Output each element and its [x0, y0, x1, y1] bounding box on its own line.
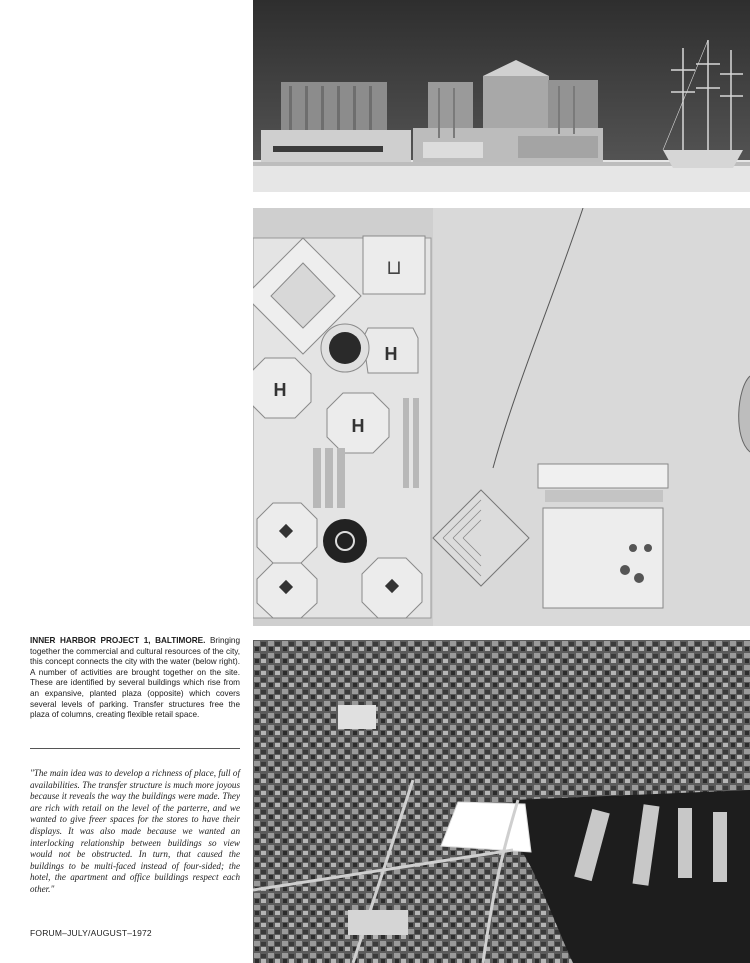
svg-text:⊔: ⊔ — [386, 257, 402, 279]
svg-text:H: H — [351, 416, 365, 436]
page-footer: FORUM–JULY/AUGUST–1972 — [30, 928, 152, 938]
model-elevation-photo — [253, 0, 750, 192]
divider — [30, 748, 240, 749]
svg-text:H: H — [384, 344, 398, 364]
caption-title: INNER HARBOR PROJECT 1, BALTIMORE. — [30, 636, 206, 645]
model-plan-photo — [253, 208, 750, 626]
aerial-photo — [253, 640, 750, 963]
caption — [30, 636, 240, 721]
svg-text:H: H — [273, 380, 287, 400]
caption-body: Bringing together the commercial and cultural resources of the city, this concept connects the city with the water (below right). A number of activities are brought together on the site. These are identified by several buildings which rise from an expansive, planted plaza (opposite) which covers several levels of parking. Transfer structures free the plaza of columns, creating flexible retail space. — [30, 636, 240, 720]
pull-quote: "The main idea was to develop a richness of place, full of availabilities. The transfer structure is much more joyous because it reveals the way the buildings were made. They are rich with retail on the level of the parterre, and we wanted to give freer spaces for the stores to have their displays. It was also made because we wanted an interlocking relationship between buildings so view would not be obstructed. In turn, that caused the buildings to be multi-faced instead of four-sided; the hotel, the apartment and office buildings respect each other." — [30, 768, 240, 894]
